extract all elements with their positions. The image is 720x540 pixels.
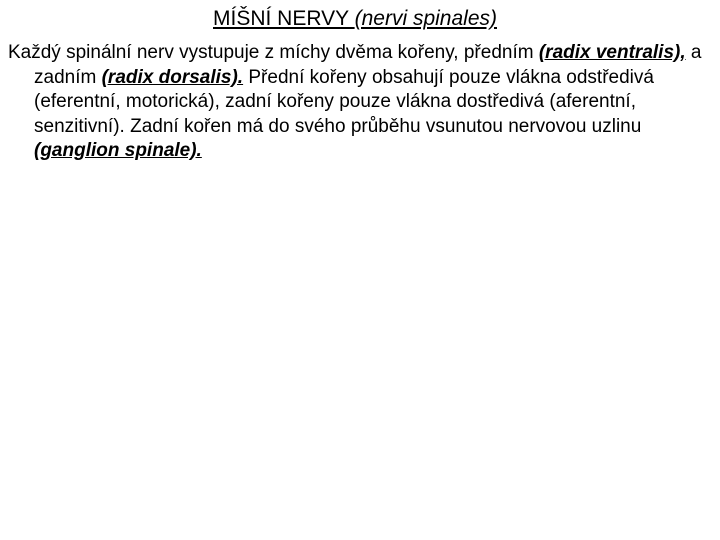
title-latin-term: (nervi spinales) <box>354 7 497 30</box>
slide-title <box>0 6 710 32</box>
paragraph-text-2: a zadním <box>34 42 702 88</box>
paragraph-text-3: Přední kořeny obsahují pouze vlákna odstředivá (eferentní, motorická), zadní kořeny pouze vlákna dostředivá (aferentní, senzitivní). Zadní kořen má do svého průběhu vsunutou nervovou uzlinu <box>34 66 654 137</box>
latin-term-radix-ventralis: (radix ventralis), <box>538 42 686 63</box>
title-main-text: MÍŠNÍ NERVY <box>213 7 355 30</box>
paragraph-text-1: Každý spinální nerv vystupuje z míchy dvěma kořeny, předním <box>8 42 539 63</box>
body-paragraph <box>8 41 704 164</box>
latin-term-radix-dorsalis: (radix dorsalis). <box>101 66 244 88</box>
latin-term-ganglion-spinale: (ganglion spinale). <box>34 140 202 161</box>
